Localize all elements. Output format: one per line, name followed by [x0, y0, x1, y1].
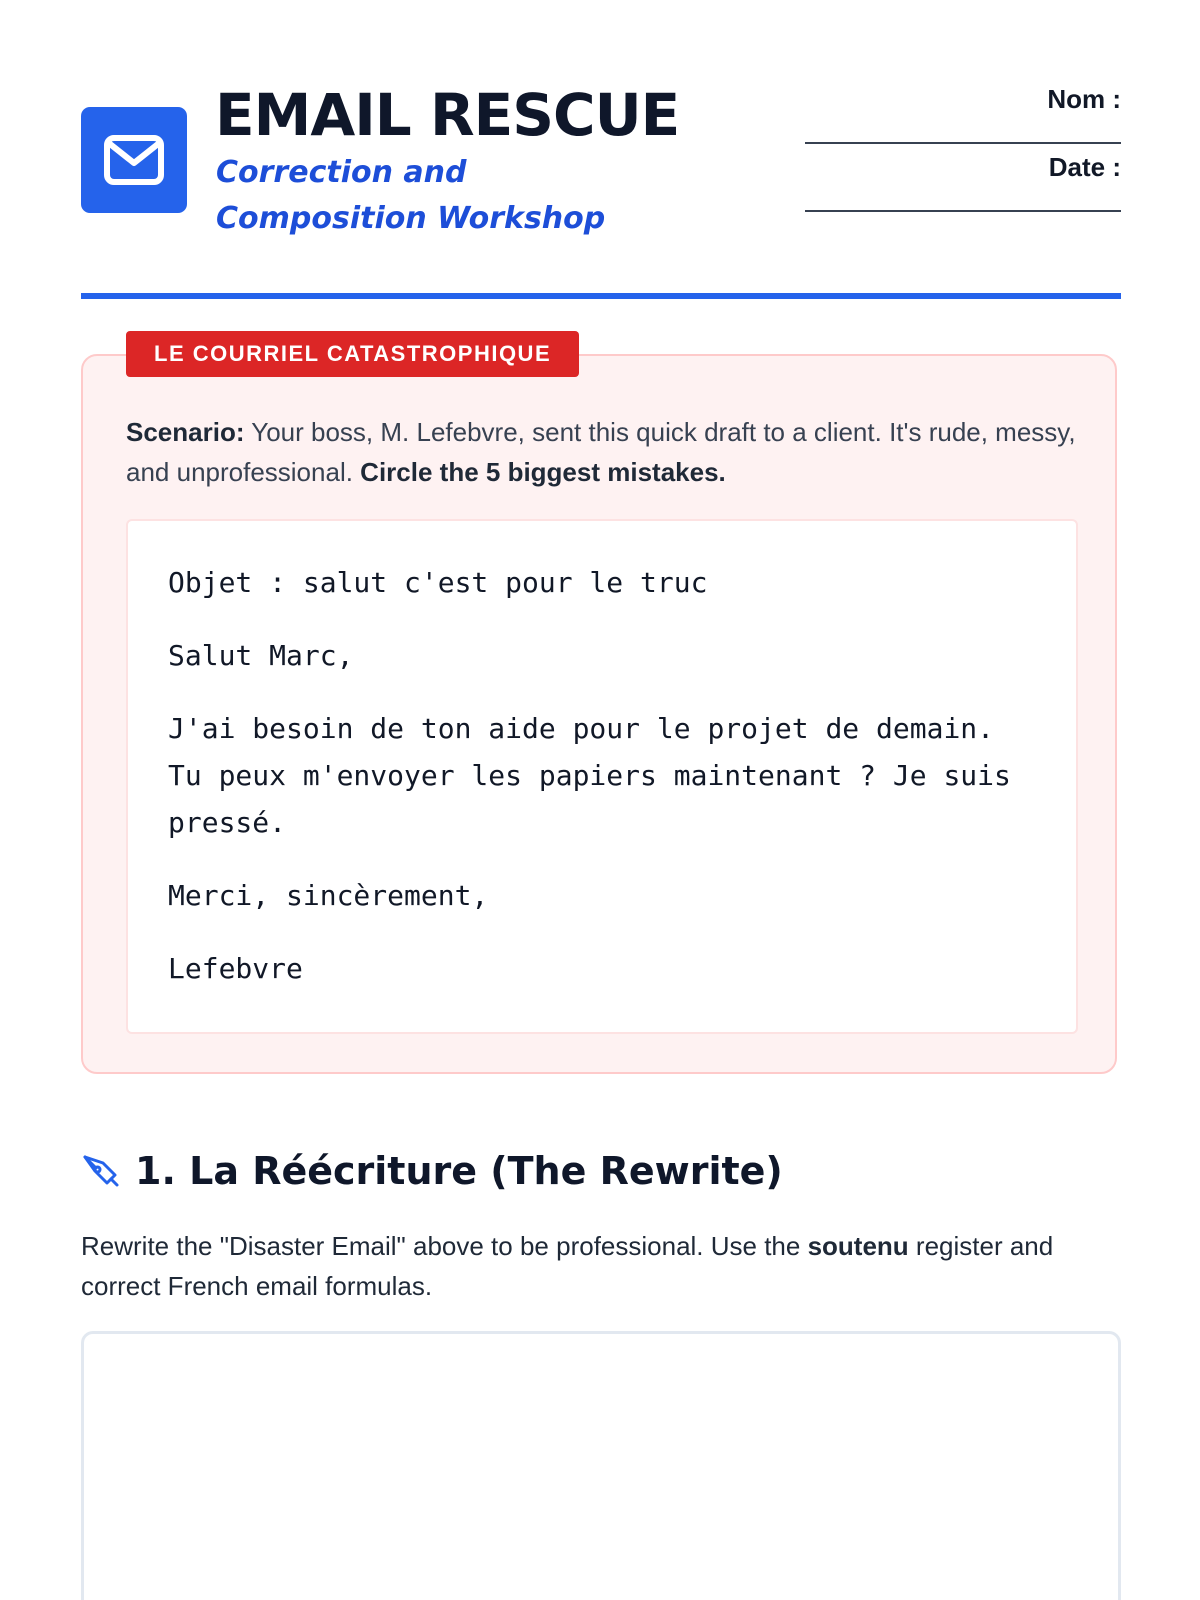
- scenario-instruction: Circle the 5 biggest mistakes.: [360, 457, 726, 487]
- section-title: 1. La Réécriture (The Rewrite): [135, 1149, 783, 1193]
- email-greeting: Salut Marc,: [168, 639, 354, 672]
- student-fields: [801, 84, 1121, 220]
- date-label: Date :: [1048, 152, 1121, 182]
- worksheet-header: [81, 80, 1121, 295]
- section-badge: LE COURRIEL CATASTROPHIQUE: [126, 331, 579, 377]
- date-field[interactable]: [805, 182, 1121, 212]
- scenario-text: [126, 412, 1086, 492]
- header-divider: [81, 293, 1121, 299]
- name-field[interactable]: [805, 114, 1121, 144]
- rewrite-instructions: [81, 1226, 1091, 1306]
- email-closing: Merci, sincèrement,: [168, 879, 489, 912]
- scenario-label: Scenario:: [126, 417, 245, 447]
- instruction-text-end: register and correct French email formulas.: [81, 1231, 1054, 1301]
- pen-icon: [81, 1151, 121, 1191]
- rewrite-heading: [81, 1146, 783, 1196]
- disaster-email-section: [81, 341, 1117, 1074]
- name-label: Nom :: [1047, 84, 1121, 114]
- rewrite-answer-box[interactable]: [81, 1331, 1121, 1600]
- disaster-email-card: [126, 519, 1078, 1034]
- register-keyword: soutenu: [807, 1231, 909, 1261]
- envelope-icon: [103, 134, 165, 186]
- email-signature: Lefebvre: [168, 952, 303, 985]
- email-body: J'ai besoin de ton aide pour le projet de demain. Tu peux m'envoyer les papiers maintenant ? Je suis pressé.: [168, 712, 1011, 839]
- instruction-text-start: Rewrite the "Disaster Email" above to be professional. Use the: [81, 1231, 808, 1261]
- logo: [81, 107, 187, 213]
- email-subject: Objet : salut c'est pour le truc: [168, 566, 708, 599]
- page-subtitle: Correction and Composition Workshop: [216, 155, 606, 236]
- scenario-description: Your boss, M. Lefebvre, sent this quick draft to a client. It's rude, messy, and unprofessional.: [126, 417, 1076, 487]
- page-title: EMAIL RESCUE: [215, 81, 680, 149]
